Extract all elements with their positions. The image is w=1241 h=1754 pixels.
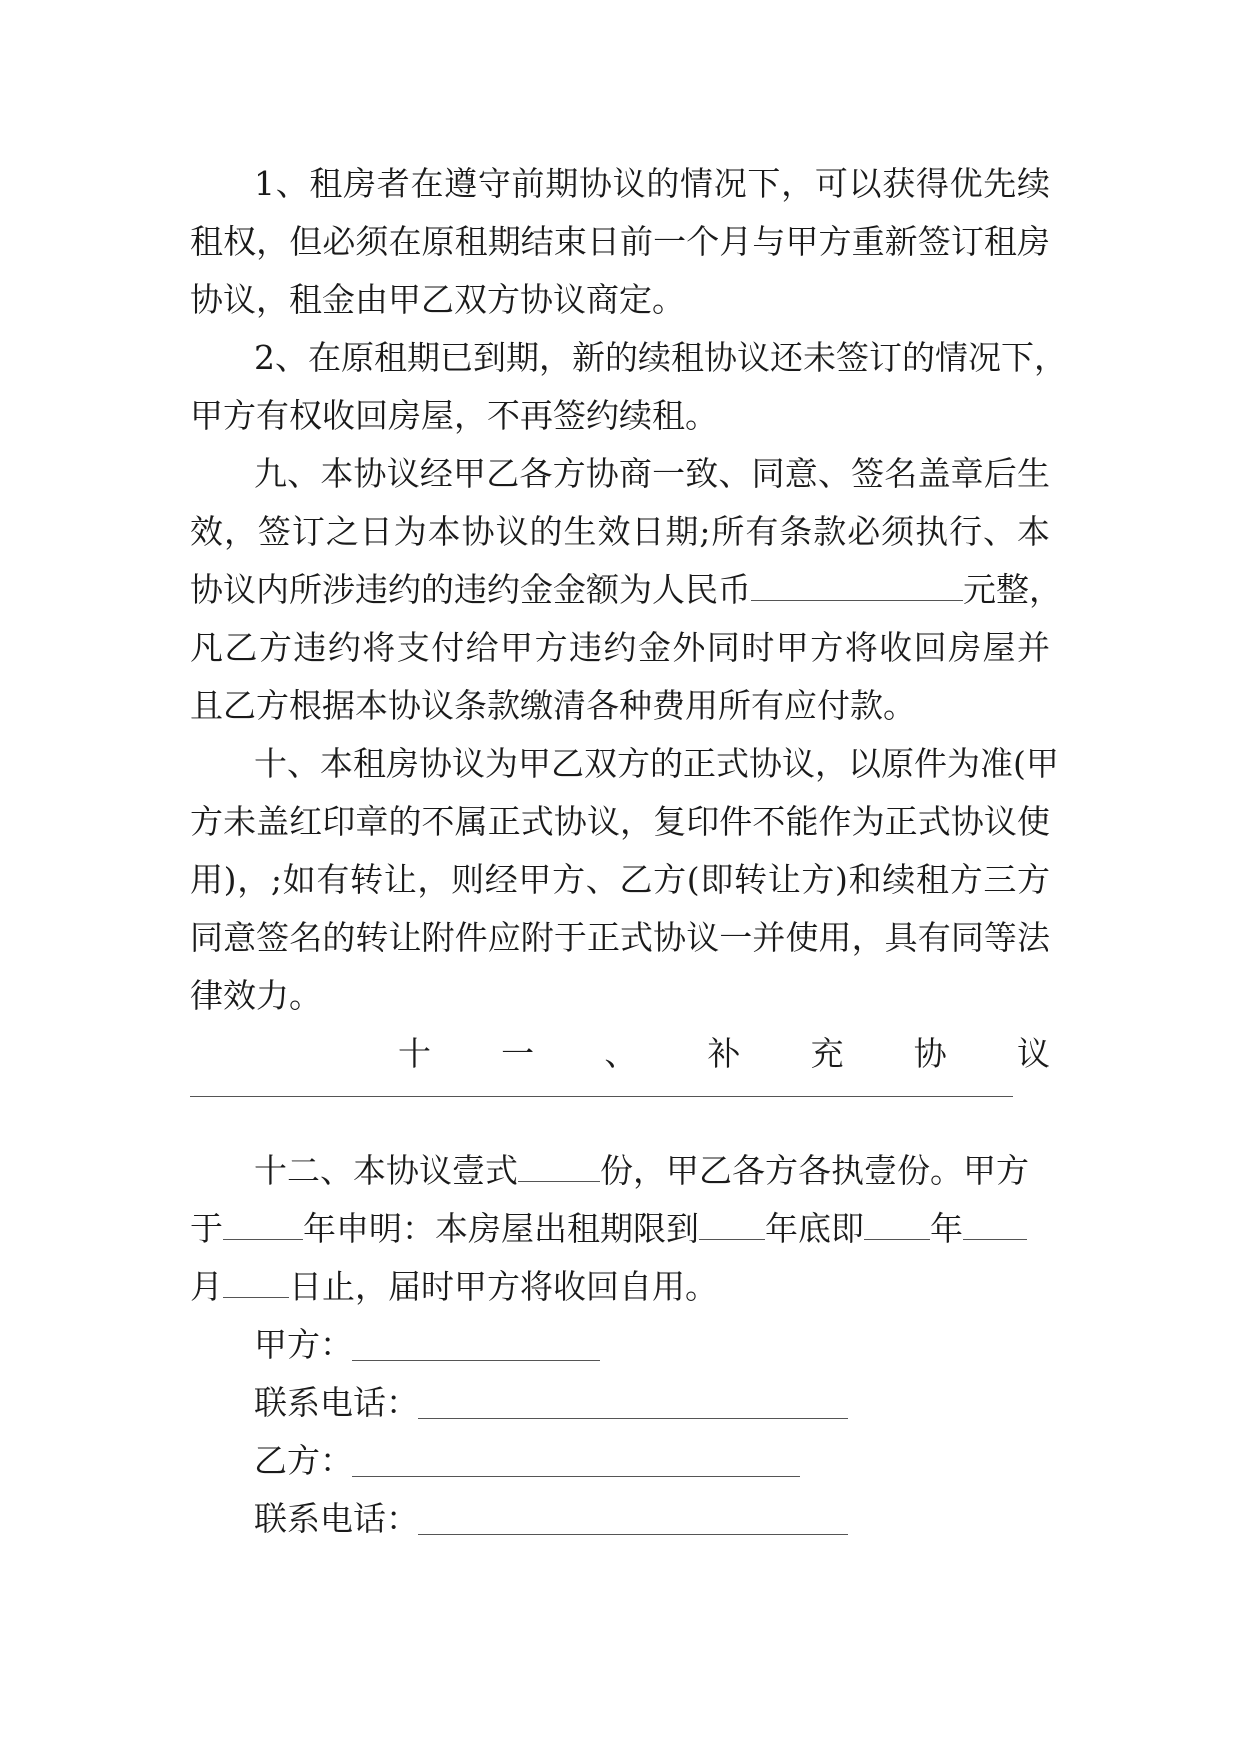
clause-11-char: 议: [1016, 1034, 1050, 1073]
party-b-signature-blank[interactable]: [352, 1476, 800, 1477]
clause-10-line-4: 同意签名的转让附件应附于正式协议一并使用，具有同等法: [190, 918, 1050, 957]
clause-11-char: 十: [398, 1034, 431, 1073]
clause-12-text: 日止，届时甲方将收回自用。: [289, 1267, 718, 1306]
clause-11-char: 一: [501, 1034, 535, 1073]
clause-12-text: 年底即: [765, 1209, 864, 1248]
clause-10-line-3: 用)，;如有转让，则经甲方、乙方(即转让方)和续租方三方: [190, 860, 1050, 899]
declare-year-blank[interactable]: [223, 1207, 303, 1240]
clause-11-char: 协: [913, 1034, 947, 1073]
clause-10-line-1: 十、本租房协议为甲乙双方的正式协议，以原件为准(甲: [254, 744, 1059, 783]
clause-11-char: 补: [707, 1034, 741, 1073]
year-blank[interactable]: [864, 1207, 930, 1240]
paragraph-2-line-2: 甲方有权收回房屋，不再签约续租。: [190, 396, 718, 435]
clause-12-text: 十二、本协议壹式: [254, 1151, 518, 1190]
party-b-phone-blank[interactable]: [418, 1534, 848, 1535]
party-a-phone-label: 联系电话：: [254, 1383, 419, 1422]
clause-11-char: 充: [810, 1034, 844, 1073]
clause-11-char: 、: [604, 1034, 638, 1073]
party-a-label: 甲方：: [254, 1325, 353, 1364]
clause-12-text: 份，甲乙各方各执壹份。甲方: [600, 1151, 1029, 1190]
clause-10-line-2: 方未盖红印章的不属正式协议，复印件不能作为正式协议使: [190, 802, 1050, 841]
clause-10-line-5: 律效力。: [190, 976, 322, 1015]
clause-9-line-3-unit: 元整，: [963, 570, 1062, 609]
lease-end-year-blank[interactable]: [699, 1207, 765, 1240]
paragraph-1-line-2: 租权，但必须在原租期结束日前一个月与甲方重新签订租房: [190, 222, 1050, 261]
day-blank[interactable]: [223, 1265, 289, 1298]
clause-12-line-2: [190, 1200, 1050, 1258]
paragraph-1-line-1: 1、租房者在遵守前期协议的情况下，可以获得优先续: [254, 164, 1050, 203]
clause-9-line-5: 且乙方根据本协议条款缴清各种费用所有应付款。: [190, 686, 916, 725]
paragraph-2-line-1: 2、在原租期已到期，新的续租协议还未签订的情况下，: [254, 338, 1067, 377]
clause-12-text: 年: [930, 1209, 963, 1248]
clause-12-line-1: [254, 1142, 1050, 1200]
supplementary-agreement-blank[interactable]: [190, 1096, 1013, 1097]
penalty-amount-blank[interactable]: [751, 568, 963, 601]
clause-9-line-3-text: 协议内所涉违约的违约金金额为人民币: [190, 570, 751, 609]
month-blank[interactable]: [963, 1207, 1027, 1240]
clause-9-line-1: 九、本协议经甲乙各方协商一致、同意、签名盖章后生: [254, 454, 1050, 493]
clause-9-line-3: [190, 561, 1062, 619]
clause-9-line-4: 凡乙方违约将支付给甲方违约金外同时甲方将收回房屋并: [190, 628, 1050, 667]
clause-9-line-2: 效，签订之日为本协议的生效日期;所有条款必须执行、本: [190, 512, 1050, 551]
party-a-signature-blank[interactable]: [352, 1360, 600, 1361]
clause-12-text: 月: [190, 1267, 223, 1306]
copies-blank[interactable]: [518, 1149, 600, 1182]
paragraph-1-line-3: 协议，租金由甲乙双方协议商定。: [190, 280, 685, 319]
party-b-label: 乙方：: [254, 1441, 353, 1480]
clause-11-heading: [398, 1025, 1050, 1083]
party-b-phone-label: 联系电话：: [254, 1499, 419, 1538]
clause-12-text: 年申明：本房屋出租期限到: [303, 1209, 699, 1248]
clause-12-line-3: [190, 1258, 1050, 1316]
party-a-phone-blank[interactable]: [418, 1418, 848, 1419]
clause-12-text: 于: [190, 1209, 223, 1248]
